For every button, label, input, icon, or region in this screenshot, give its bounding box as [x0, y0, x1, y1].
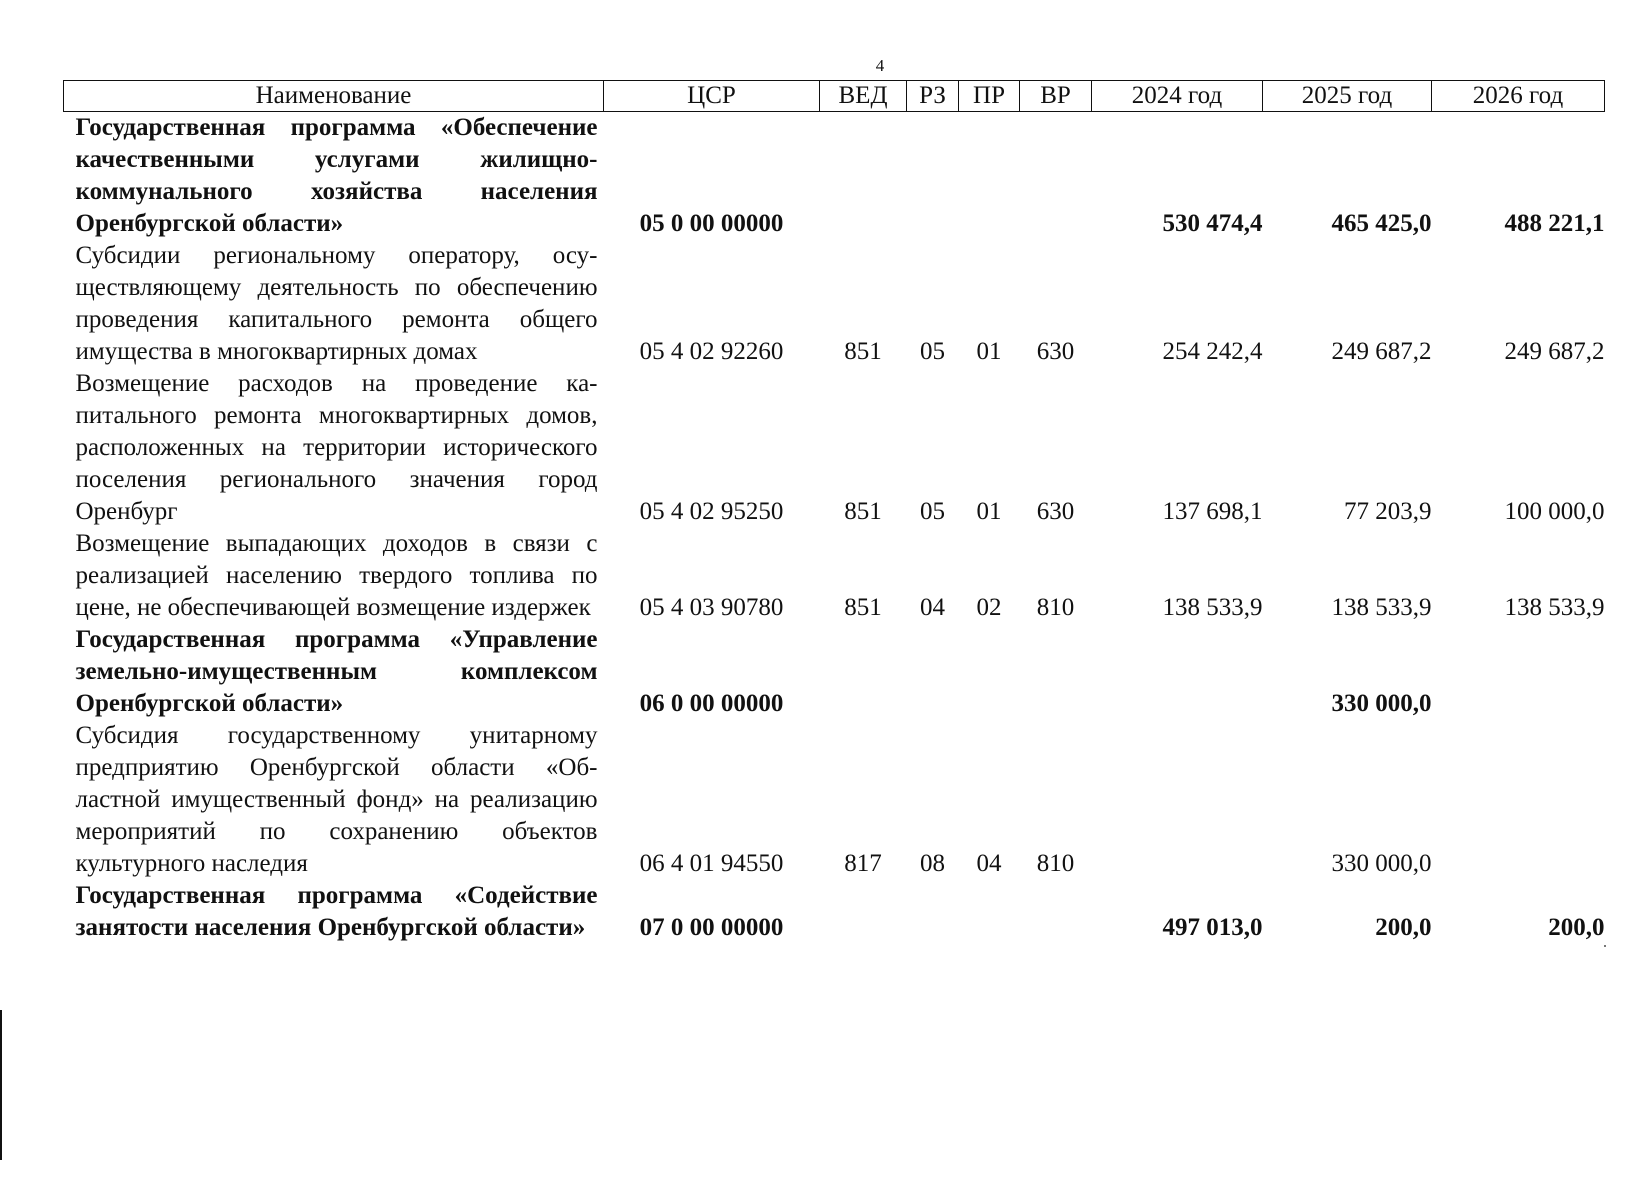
row-2025: 200,0 — [1375, 914, 1432, 941]
header-csr: ЦСР — [604, 81, 820, 112]
budget-table — [63, 80, 1605, 944]
row-ved — [820, 880, 907, 944]
row-2026: 138 533,9 — [1504, 594, 1605, 621]
row-rz: 05 — [920, 338, 945, 365]
row-2026: 249 687,2 — [1504, 338, 1605, 365]
table-row — [64, 112, 1605, 241]
row-pr: 04 — [976, 850, 1002, 877]
row-csr: 07 0 00 00000 — [639, 914, 784, 941]
header-2024: 2024 год — [1092, 81, 1263, 112]
row-vr — [1020, 880, 1092, 944]
row-2026: 200,0 — [1548, 914, 1605, 941]
row-ved: 817 — [844, 850, 882, 877]
row-vr: 810 — [1036, 850, 1075, 877]
row-rz: 05 — [920, 498, 945, 525]
row-2025: 249 687,2 — [1331, 338, 1432, 365]
row-2026 — [1432, 720, 1605, 880]
row-2026 — [1432, 624, 1605, 720]
table-header — [64, 81, 1605, 112]
row-rz — [907, 624, 959, 720]
row-name: Субсидия государственному унитарному предприятию Оренбургской области «Областной имущественный фонд» на реализацию мероприятий по сохранению объектов культурного наследия — [75, 722, 598, 877]
row-2025: 465 425,0 — [1331, 210, 1432, 237]
table-row — [64, 528, 1605, 624]
row-2024 — [1092, 624, 1263, 720]
header-rz: РЗ — [907, 81, 959, 112]
header-2025: 2025 год — [1263, 81, 1432, 112]
row-csr: 05 4 03 90780 — [639, 594, 784, 621]
row-pr: 01 — [976, 498, 1002, 525]
row-name: Возмещение расходов на проведение капитального ремонта многоквартирных домов, расположенных на территории исторического поселения регионального значения город Оренбург — [75, 370, 598, 525]
header-name: Наименование — [64, 81, 604, 112]
row-name: Государственная программа «Управление земельно-имущественным комплексом Оренбургской области» — [75, 626, 598, 717]
row-2024 — [1092, 720, 1263, 880]
row-2024: 530 474,4 — [1162, 210, 1263, 237]
row-csr: 06 0 00 00000 — [639, 690, 784, 717]
header-vr: ВР — [1020, 81, 1092, 112]
row-2025: 138 533,9 — [1331, 594, 1432, 621]
row-ved: 851 — [844, 338, 882, 365]
header-pr: ПР — [959, 81, 1020, 112]
row-csr: 06 4 01 94550 — [639, 850, 784, 877]
row-2025: 330 000,0 — [1331, 850, 1432, 877]
row-pr: 01 — [976, 338, 1002, 365]
row-pr — [959, 880, 1020, 944]
row-pr — [959, 112, 1020, 241]
row-2024: 254 242,4 — [1162, 338, 1263, 365]
row-name: Возмещение выпадающих доходов в связи с реализацией населению твердого топлива по цене, не обеспечивающей возмещение издержек — [75, 530, 598, 621]
row-name: Субсидии региональному оператору, осуществляющему деятельность по обеспечению проведения капитального ремонта общего имущества в многоквартирных домах — [75, 242, 598, 365]
header-ved: ВЕД — [820, 81, 907, 112]
row-rz — [907, 880, 959, 944]
scan-speck — [1604, 945, 1606, 947]
scan-edge-line — [0, 1010, 2, 1160]
row-ved — [820, 624, 907, 720]
row-vr: 810 — [1036, 594, 1075, 621]
row-rz — [907, 112, 959, 241]
row-pr — [959, 624, 1020, 720]
row-2024: 137 698,1 — [1162, 498, 1263, 525]
row-2026: 488 221,1 — [1504, 210, 1605, 237]
row-vr — [1020, 112, 1092, 241]
row-2024: 138 533,9 — [1162, 594, 1263, 621]
table-row — [64, 240, 1605, 368]
table-row — [64, 880, 1605, 944]
row-2025: 77 203,9 — [1344, 498, 1432, 525]
row-name: Государственная программа «Обеспечение качественными услугами жилищно-коммунального хозяйства населения Оренбургской области» — [75, 114, 598, 237]
row-name: Государственная программа «Содействие занятости населения Оренбургской области» — [75, 882, 598, 941]
row-pr: 02 — [976, 594, 1002, 621]
table-row — [64, 624, 1605, 720]
row-vr — [1020, 624, 1092, 720]
row-2025: 330 000,0 — [1331, 690, 1432, 717]
table-row — [64, 720, 1605, 880]
row-ved: 851 — [844, 594, 882, 621]
row-csr: 05 4 02 92260 — [639, 338, 784, 365]
page-number: 4 — [875, 56, 885, 75]
header-2026: 2026 год — [1432, 81, 1605, 112]
row-vr: 630 — [1036, 338, 1075, 365]
row-rz: 08 — [920, 850, 945, 877]
row-vr: 630 — [1036, 498, 1075, 525]
row-ved: 851 — [844, 498, 882, 525]
row-csr: 05 0 00 00000 — [639, 210, 784, 237]
row-2024: 497 013,0 — [1162, 914, 1263, 941]
table-row — [64, 368, 1605, 528]
row-ved — [820, 112, 907, 241]
header-row — [64, 81, 1605, 112]
row-rz: 04 — [920, 594, 945, 621]
table-body — [64, 112, 1605, 945]
row-2026: 100 000,0 — [1504, 498, 1605, 525]
row-csr: 05 4 02 95250 — [639, 498, 784, 525]
